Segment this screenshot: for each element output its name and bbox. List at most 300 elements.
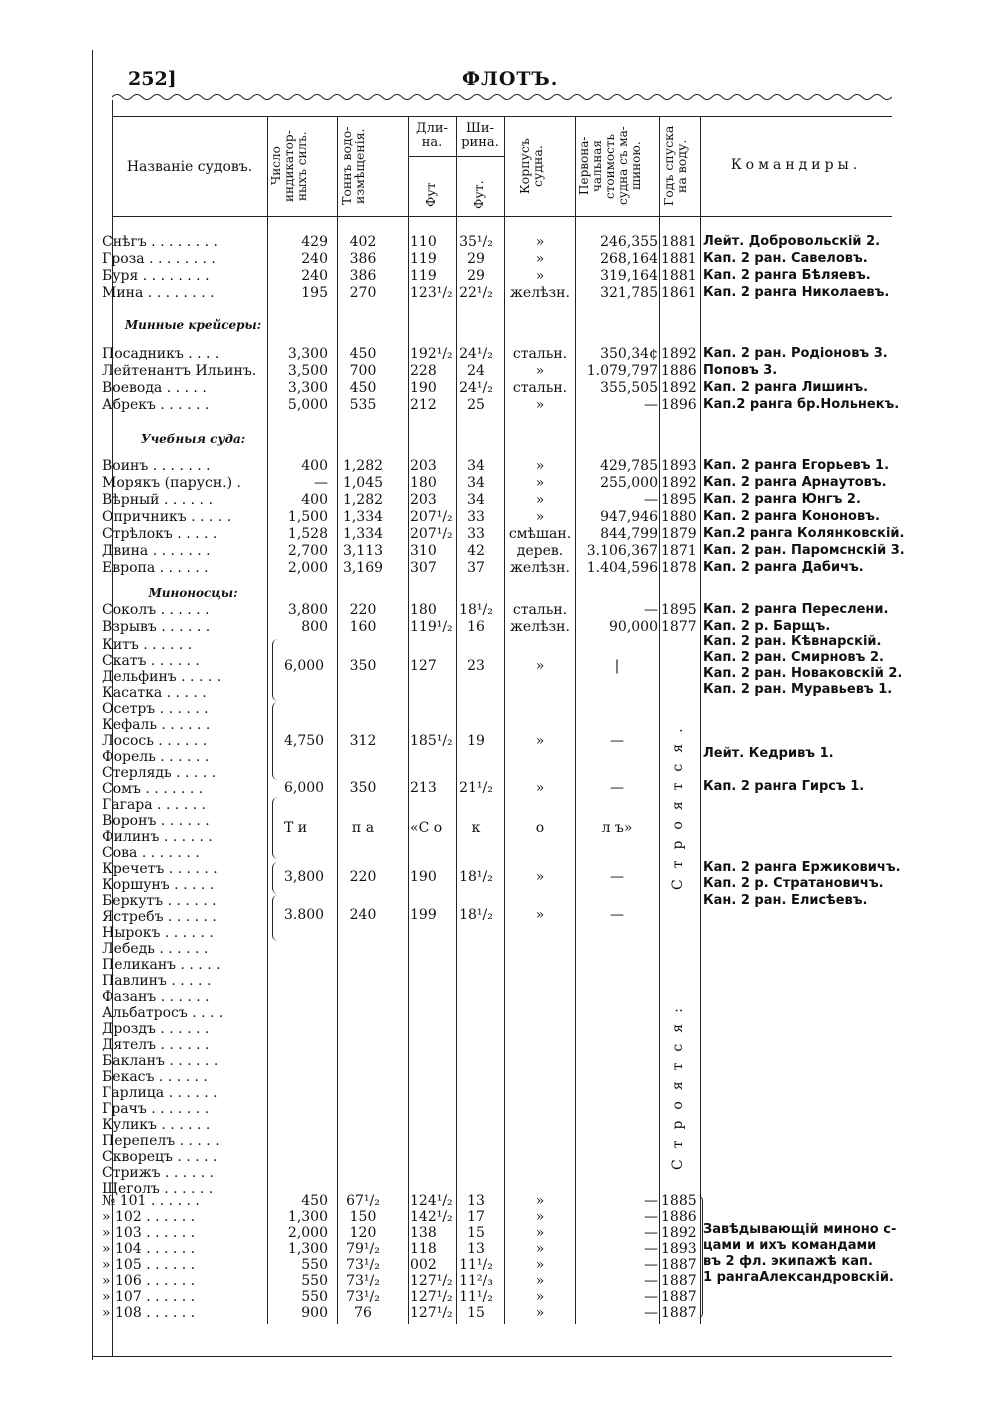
cell-commander: Кап. 2 р. Барщъ.	[703, 619, 831, 634]
cell-tons: 220	[349, 602, 377, 618]
group-brace	[272, 862, 278, 894]
ship-name: № 101 . . . . . .	[102, 1193, 200, 1209]
cell-year: 1896	[661, 397, 697, 413]
cell-commander: Кап. 2 ран. Кѣвнарскій.	[703, 634, 882, 649]
cell-year: 1881	[661, 234, 697, 250]
cell-hull: »	[535, 458, 545, 474]
cell-tons: 350	[349, 780, 377, 796]
cell-cost: 268,164	[600, 251, 658, 267]
cell-year: 1879	[661, 526, 697, 542]
cell-cost: 947,946	[600, 509, 658, 525]
cell-length: 180	[410, 602, 437, 618]
ship-name: Дельфинъ . . . . .	[102, 669, 222, 685]
cell-commander: Кап. 2 ранга Дабичъ.	[703, 560, 864, 575]
cell-tons: 386	[349, 251, 377, 267]
cell-length: 307	[410, 560, 437, 576]
cell-year: 1892	[661, 1225, 697, 1241]
header-width: Ши-рина.	[461, 121, 499, 150]
cell-hull: »	[535, 907, 545, 923]
ship-name: Гроза . . . . . . . .	[102, 251, 216, 267]
ship-name: Сомъ . . . . . . .	[102, 781, 204, 797]
cell-width: к	[471, 820, 481, 836]
cell-width: 37	[467, 560, 485, 576]
cell-power: 240	[301, 251, 328, 267]
cell-hull: стальн.	[512, 346, 568, 362]
cell-power: 5,000	[287, 397, 328, 413]
cell-year: 1892	[661, 475, 697, 491]
cell-power: 3,500	[287, 363, 328, 379]
ship-name: » 106 . . . . . .	[102, 1273, 196, 1289]
ship-name: Стрижъ . . . . . .	[102, 1165, 214, 1181]
cell-width: 29	[467, 268, 485, 284]
ship-name: Альбатросъ . . . .	[102, 1005, 224, 1021]
cell-commander: Кап. 2 ранга Арнаутовъ.	[703, 475, 887, 490]
cell-commander: Кап. 2 р. Стратановичъ.	[703, 876, 884, 891]
cell-hull: »	[535, 397, 545, 413]
cell-year: 1881	[661, 268, 697, 284]
cell-length: 185¹/₂	[410, 733, 453, 749]
cell-cost: —	[644, 1225, 658, 1241]
wavy-rule	[112, 92, 892, 102]
cell-width: 18¹/₂	[459, 869, 493, 885]
cell-width: 29	[467, 251, 485, 267]
cell-cost: —	[610, 733, 624, 749]
ship-name: Дроздъ . . . . . .	[102, 1021, 210, 1037]
header-commanders: Командиры.	[730, 157, 862, 173]
cell-width: 16	[467, 619, 485, 635]
cell-year: 1892	[661, 346, 697, 362]
cell-cost: 355,505	[600, 380, 658, 396]
cell-year: 1893	[661, 458, 697, 474]
cell-hull: дерев.	[516, 543, 564, 559]
cell-year: 1887	[661, 1289, 697, 1305]
cell-hull: »	[535, 1273, 545, 1289]
cell-hull: »	[535, 658, 545, 674]
cell-hull: »	[535, 492, 545, 508]
ship-name: Касатка . . . . .	[102, 685, 207, 701]
cell-year: 1886	[661, 363, 697, 379]
cell-commander: Кап. 2 ранга Юнгъ 2.	[703, 492, 861, 507]
cell-length: 127	[410, 658, 437, 674]
ship-name: » 108 . . . . . .	[102, 1305, 196, 1321]
cell-year: 1895	[661, 492, 697, 508]
group-brace	[272, 702, 278, 780]
ship-name: » 103 . . . . . .	[102, 1225, 196, 1241]
cell-hull: »	[535, 780, 545, 796]
cell-length: 123¹/₂	[410, 285, 453, 301]
cell-year: 1885	[661, 1193, 697, 1209]
cell-tons: 450	[349, 346, 377, 362]
cell-year: 1895	[661, 602, 697, 618]
cell-tons: 76	[354, 1305, 372, 1321]
ship-name: Дятелъ . . . . . .	[102, 1037, 210, 1053]
cell-commander: Кап. 2 ранга Егорьевъ 1.	[703, 458, 890, 473]
cell-power: 450	[301, 1193, 328, 1209]
ship-name: Сова . . . . . . .	[102, 845, 200, 861]
cell-power: 195	[301, 285, 328, 301]
cell-cost: —	[644, 1273, 658, 1289]
header-tons: Тоннъ водо-измѣщенія.	[339, 126, 367, 206]
cell-power: 2,000	[287, 1225, 328, 1241]
ship-name: Форель . . . . . .	[102, 749, 210, 765]
cell-length: «С о	[410, 820, 443, 836]
cell-length: 190	[410, 380, 437, 396]
cell-power: 1,528	[287, 526, 328, 542]
cell-year: 1871	[661, 543, 697, 559]
running-title: ФЛОТЪ.	[462, 68, 559, 90]
cell-power: 1,300	[287, 1241, 328, 1257]
cell-cost: 90,000	[609, 619, 658, 635]
cell-hull: »	[535, 251, 545, 267]
ship-name: Морякъ (парусн.) .	[102, 475, 241, 491]
cell-width: 11¹/₂	[459, 1289, 493, 1305]
cell-commander: цами и ихъ командами	[703, 1238, 877, 1253]
cell-hull: »	[535, 1257, 545, 1273]
cell-cost: —	[610, 780, 624, 796]
cell-power: 429	[301, 234, 328, 250]
header-length: Дли-на.	[416, 121, 448, 150]
cell-commander: Кан. 2 ран. Елисѣевъ.	[703, 893, 868, 908]
cell-cost: л ъ»	[601, 820, 633, 836]
ship-name: Кефаль . . . . . .	[102, 717, 211, 733]
cell-tons: 240	[349, 907, 377, 923]
ship-name: Кречетъ . . . . . .	[102, 861, 218, 877]
cell-hull: »	[535, 1289, 545, 1305]
ship-name: » 102 . . . . . .	[102, 1209, 196, 1225]
cell-tons: 1,282	[342, 458, 384, 474]
section-title: Минные крейсеры:	[124, 318, 262, 332]
cell-commander: Кап. 2 ранга Переслени.	[703, 602, 889, 617]
cell-length: 127¹/₂	[410, 1305, 453, 1321]
cell-hull: желѣзн.	[510, 619, 570, 635]
cell-hull: »	[535, 234, 545, 250]
cell-cost: 319,164	[600, 268, 658, 284]
cell-power: 1,300	[287, 1209, 328, 1225]
cell-power: —	[314, 475, 328, 491]
cell-length: 203	[410, 492, 437, 508]
cell-width: 13	[467, 1193, 485, 1209]
cell-hull: »	[535, 363, 545, 379]
cell-cost: —	[644, 602, 658, 618]
cell-power: 3,300	[287, 346, 328, 362]
ship-name: Щеголъ . . . . . .	[102, 1181, 214, 1197]
cell-tons: 1,334	[342, 526, 384, 542]
cell-hull: »	[535, 1193, 545, 1209]
cell-tons: 150	[349, 1209, 377, 1225]
cell-year: 1886	[661, 1209, 697, 1225]
cell-width: 25	[467, 397, 485, 413]
cell-year: 1877	[661, 619, 697, 635]
col-sep	[700, 116, 701, 1324]
cell-hull: »	[535, 268, 545, 284]
ship-name: Беркутъ . . . . . .	[102, 893, 217, 909]
cell-tons: 160	[349, 619, 377, 635]
cell-power: 6,000	[284, 658, 325, 674]
frame-bottom-line	[92, 1356, 892, 1357]
cell-width: 11¹/₂	[459, 1257, 493, 1273]
cell-power: 3,800	[287, 602, 328, 618]
ship-name: Европа . . . . . .	[102, 560, 209, 576]
cell-hull: »	[535, 1225, 545, 1241]
header-bottom-rule	[112, 216, 892, 217]
cell-cost: —	[644, 1305, 658, 1321]
cell-commander: Кап. 2 ран. Новаковскій 2.	[703, 666, 903, 681]
cell-length: 124¹/₂	[410, 1193, 453, 1209]
cell-length: 118	[410, 1241, 437, 1257]
col-sep	[456, 116, 457, 1324]
ship-name: Гарлица . . . . . .	[102, 1085, 218, 1101]
cell-tons: 270	[349, 285, 377, 301]
cell-year: 1880	[661, 509, 697, 525]
cell-tons: п а	[351, 820, 375, 836]
cell-tons: 402	[349, 234, 377, 250]
ship-name: Взрывъ . . . . . .	[102, 619, 211, 635]
ship-name: Мина . . . . . . . .	[102, 285, 215, 301]
cell-hull: »	[535, 733, 545, 749]
cell-commander: Кап. 2 ран. Смирновъ 2.	[703, 650, 884, 665]
ship-name: Стерлядь . . . . .	[102, 765, 217, 781]
header-top-rule	[112, 116, 892, 117]
cell-length: 127¹/₂	[410, 1273, 453, 1289]
ship-name: Пеликанъ . . . . .	[102, 957, 221, 973]
cell-hull: желѣзн.	[510, 285, 570, 301]
ship-name: Филинъ . . . . . .	[102, 829, 213, 845]
ship-name: Буря . . . . . . . .	[102, 268, 210, 284]
ship-name: Двина . . . . . . .	[102, 543, 211, 559]
cell-hull: стальн.	[512, 380, 568, 396]
cell-width: 22¹/₂	[459, 285, 493, 301]
cell-length: 127¹/₂	[410, 1289, 453, 1305]
ship-name: Ястребъ . . . . . .	[102, 909, 217, 925]
cell-year: 1893	[661, 1241, 697, 1257]
cell-width: 19	[467, 733, 485, 749]
cell-hull: »	[535, 1305, 545, 1321]
ship-name: Скворецъ . . . . .	[102, 1149, 218, 1165]
cell-year: 1878	[661, 560, 697, 576]
header-power: Число индикатор-ныхъ силъ.	[269, 130, 309, 202]
ship-name: Лейтенантъ Ильинъ.	[102, 363, 257, 379]
cell-cost: —	[644, 397, 658, 413]
cell-tons: 73¹/₂	[346, 1273, 380, 1289]
cell-cost: 246,355	[600, 234, 658, 250]
header-hull: Корпусъ судна.	[517, 138, 545, 194]
ship-name: Стрѣлокъ . . . . .	[102, 526, 218, 542]
cell-length: 142¹/₂	[410, 1209, 453, 1225]
cell-commander: Кап.2 ранга Колянковскій.	[703, 526, 905, 541]
cell-power: 1,500	[287, 509, 328, 525]
ship-name: Воронъ . . . . . .	[102, 813, 210, 829]
cell-cost: —	[610, 907, 624, 923]
frame-left-line	[92, 50, 93, 1360]
cell-year: 1892	[661, 380, 697, 396]
cell-tons: 350	[349, 658, 377, 674]
cell-length: 212	[410, 397, 437, 413]
ship-name: Соколъ . . . . . .	[102, 602, 210, 618]
group-brace	[272, 797, 278, 859]
cell-cost: —	[644, 1193, 658, 1209]
cell-length: 310	[410, 543, 437, 559]
cell-width: 34	[467, 475, 485, 491]
cell-length: 119	[410, 268, 437, 284]
cell-length: 119¹/₂	[410, 619, 453, 635]
page-number: 252]	[128, 68, 177, 90]
cell-power: 550	[301, 1273, 328, 1289]
cell-tons: 79¹/₂	[346, 1241, 380, 1257]
cell-power: 550	[301, 1289, 328, 1305]
cell-tons: 312	[349, 733, 377, 749]
ship-name: » 104 . . . . . .	[102, 1241, 196, 1257]
cell-commander: Кап. 2 ранга Николаевъ.	[703, 285, 890, 300]
ship-name: Грачъ . . . . . . .	[102, 1101, 210, 1117]
cell-width: 23	[467, 658, 485, 674]
cell-cost: 1.079,797	[586, 363, 658, 379]
cell-commander: Кап. 2 ранга Бѣляевъ.	[703, 268, 871, 283]
section-title: Миноносцы:	[148, 586, 238, 600]
cell-width: 34	[467, 492, 485, 508]
cell-commander: Завѣдывающій миноно с-	[703, 1222, 897, 1237]
header-cost: Первона-чальная стоимость судна съ ма-шиною.	[577, 126, 643, 206]
cell-commander: Кап. 2 ран. Савеловъ.	[703, 251, 868, 266]
ship-name: Лосось . . . . . .	[102, 733, 208, 749]
cell-width: 11²/₃	[459, 1273, 493, 1289]
cell-length: 180	[410, 475, 437, 491]
cell-power: 550	[301, 1257, 328, 1273]
cell-hull: »	[535, 869, 545, 885]
under-construction-note: Строятся:	[670, 997, 686, 1170]
cell-cost: —	[610, 869, 624, 885]
col-sep	[408, 116, 409, 1324]
cell-commander: Кап. 2 ран. Муравьевъ 1.	[703, 682, 893, 697]
cell-power: 2,000	[287, 560, 328, 576]
cell-commander: Кап. 2 ранга Кононовъ.	[703, 509, 880, 524]
cell-tons: 1,334	[342, 509, 384, 525]
ship-name: Абрекъ . . . . . .	[102, 397, 210, 413]
cell-power: 400	[301, 458, 328, 474]
cell-length: 199	[410, 907, 437, 923]
cell-tons: 3,113	[342, 543, 384, 559]
cell-width: 35¹/₂	[459, 234, 493, 250]
cell-tons: 220	[349, 869, 377, 885]
cell-power: 2,700	[287, 543, 328, 559]
col-sep	[504, 116, 505, 1324]
header-name: Названіе судовъ.	[126, 159, 253, 175]
cell-commander: Кап. 2 ранга Лишинъ.	[703, 380, 869, 395]
ship-name: Нырокъ . . . . . .	[102, 925, 214, 941]
cell-power: 240	[301, 268, 328, 284]
cell-width: 24	[467, 363, 485, 379]
ship-name: Воинъ . . . . . . .	[102, 458, 211, 474]
cell-width: 15	[467, 1225, 485, 1241]
cell-cost: 350,34¢	[600, 346, 658, 362]
cell-cost: 1.404,596	[586, 560, 658, 576]
cell-tons: 73¹/₂	[346, 1289, 380, 1305]
section-title: Учебныя суда:	[140, 432, 246, 446]
cell-year: 1861	[661, 285, 697, 301]
cell-year: 1887	[661, 1273, 697, 1289]
cell-power: 3,800	[284, 869, 325, 885]
ship-name: Павлинъ . . . . .	[102, 973, 212, 989]
cell-cost: 844,799	[600, 526, 658, 542]
header-year: Годъ спуска на воду.	[661, 125, 689, 207]
cell-width: 33	[467, 526, 485, 542]
cell-cost: 3.106,367	[586, 543, 658, 559]
group-brace	[272, 895, 278, 941]
cell-commander: Лейт. Кедривъ 1.	[703, 746, 834, 761]
cell-hull: стальн.	[512, 602, 568, 618]
cell-width: 24¹/₂	[459, 346, 493, 362]
ship-name: Скатъ . . . . . .	[102, 653, 200, 669]
cell-tons: 450	[349, 380, 377, 396]
cell-year: 1887	[661, 1257, 697, 1273]
cell-tons: 1,282	[342, 492, 384, 508]
cell-width: 15	[467, 1305, 485, 1321]
cell-width: 21¹/₂	[459, 780, 493, 796]
cell-cost: 321,785	[600, 285, 658, 301]
cell-hull: о	[535, 820, 545, 836]
header-width-unit: Фут.	[471, 180, 486, 210]
cell-hull: смѣшан.	[508, 526, 572, 542]
cell-commander: Кап.2 ранга бр.Нольнекъ.	[703, 397, 900, 412]
cell-tons: 700	[349, 363, 377, 379]
cell-power: 900	[301, 1305, 328, 1321]
cell-width: 34	[467, 458, 485, 474]
cell-commander: въ 2 фл. экипажѣ кап.	[703, 1254, 873, 1269]
ship-name: Опричникъ . . . . .	[102, 509, 232, 525]
ship-name: Куликъ . . . . . .	[102, 1117, 211, 1133]
under-construction-note: Строятся.	[670, 717, 686, 890]
cell-length: 110	[410, 234, 437, 250]
cell-commander: Лейт. Добровольскій 2.	[703, 234, 881, 249]
ship-name: Снѣгъ . . . . . . . .	[102, 234, 218, 250]
cell-width: 24¹/₂	[459, 380, 493, 396]
cell-hull: »	[535, 1241, 545, 1257]
cell-length: 119	[410, 251, 437, 267]
cell-length: 203	[410, 458, 437, 474]
cell-width: 17	[467, 1209, 485, 1225]
cell-width: 33	[467, 509, 485, 525]
cell-power: 3,300	[287, 380, 328, 396]
cell-year: 1881	[661, 251, 697, 267]
cell-cost: |	[614, 658, 620, 674]
group-brace	[272, 639, 278, 701]
cell-cost: —	[644, 1289, 658, 1305]
header-length-unit: Фут	[423, 182, 438, 208]
cell-year: 1887	[661, 1305, 697, 1321]
cell-length: 228	[410, 363, 437, 379]
cell-length: 207¹/₂	[410, 509, 453, 525]
cell-hull: »	[535, 475, 545, 491]
cell-hull: »	[535, 509, 545, 525]
cell-power: 4,750	[284, 733, 325, 749]
ship-name: Коршунъ . . . . .	[102, 877, 215, 893]
cell-width: 42	[467, 543, 485, 559]
cell-power: Т и	[284, 820, 308, 836]
ship-name: » 107 . . . . . .	[102, 1289, 196, 1305]
col-sep	[659, 116, 660, 1324]
cell-commander: 1 рангаАлександровскій.	[703, 1270, 894, 1285]
ship-name: » 105 . . . . . .	[102, 1257, 196, 1273]
cell-length: 002	[410, 1257, 437, 1273]
cell-power: 6,000	[284, 780, 325, 796]
cell-commander: Кап. 2 ран. Родіоновъ 3.	[703, 346, 888, 361]
cell-cost: —	[644, 492, 658, 508]
cell-tons: 120	[349, 1225, 377, 1241]
ship-name: Фазанъ . . . . . .	[102, 989, 210, 1005]
ship-name: Бакланъ . . . . . .	[102, 1053, 219, 1069]
cell-tons: 1,045	[342, 475, 384, 491]
cell-cost: —	[644, 1209, 658, 1225]
cell-length: 138	[410, 1225, 437, 1241]
